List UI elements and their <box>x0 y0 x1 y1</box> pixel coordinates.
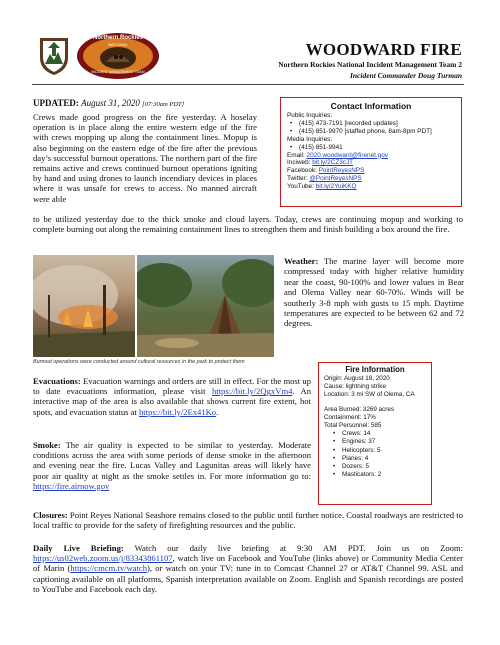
badge-mid-text: NATIONAL <box>108 42 128 47</box>
smoke-label: Smoke: <box>33 440 61 450</box>
zoom-link[interactable]: https://us02web.zoom.us/j/83343861107 <box>33 553 173 564</box>
fire-location: Location: 3 mi SW of Olema, CA <box>324 391 415 399</box>
facebook-row: Facebook: PointReyesNPS <box>287 167 365 175</box>
fire-containment: Containment: 17% <box>324 413 376 421</box>
airnow-link[interactable]: https://fire.airnow.gov <box>33 480 110 491</box>
inciweb-link[interactable]: bit.ly/2CZ3cJT <box>312 159 354 167</box>
twitter-link[interactable]: @PointReyesNPS <box>309 175 362 183</box>
public-inquiries-label: Public Inquiries: <box>287 112 333 119</box>
evacuations-section: Evacuations: Evacuation warnings and orders are still in effect. For the most up to date evacuations information, please visit https://bit.ly/2QgxVm4. An interactive map of the area is also available that shows current fire extent, hot spots, and evacuation status at https://bit.ly/2Ex41Ko. <box>33 376 311 417</box>
fire-resources-list <box>324 430 426 479</box>
badge-bottom-text: INCIDENT MANAGEMENT TEAM <box>91 70 145 74</box>
weather-section <box>284 256 464 329</box>
youtube-link[interactable]: bit.ly/2YuiKKQ <box>315 183 357 191</box>
email-link[interactable]: 2020.woodward@firenet.gov <box>306 151 388 159</box>
updated-time: [07:30am PDT] <box>142 101 185 108</box>
evacuations-label: Evacuations: <box>33 376 81 386</box>
closures-section: Closures: Point Reyes National Seashore remains closed to the public until further notice. Coastal roadways are restricted to local traffic to provide for the safety of firefighting resources and the public. <box>33 510 463 531</box>
weather-text: The marine layer will become more compressed today with higher relative humidity near the coast, 90-100% and lower values in Bear and Olema Valley near 60-70%. Winds will be southerly 3-8 mph with gusts to 15 mph. Daytime temperatures are expected to be between 62 and 72 degrees. <box>284 256 464 329</box>
resource-engines: • Engines: 37 <box>330 438 426 446</box>
evac-map-link[interactable]: https://bit.ly/2Ex41Ko <box>138 406 217 417</box>
fire-cause: Cause: lightning strike <box>324 383 386 391</box>
updated-date: August 31, 2020 <box>81 98 140 108</box>
youtube-row: YouTube: bit.ly/2YuiKKQ <box>287 183 357 191</box>
fire-area-burned: Area Burned: 3269 acres <box>324 405 395 413</box>
resource-planes: • Planes: 4 <box>330 455 426 463</box>
resource-helicopters: • Helicopters: 5 <box>330 447 426 455</box>
facebook-link[interactable]: PointReyesNPS <box>318 167 365 175</box>
media-phone-list <box>287 144 455 152</box>
evacuations-link[interactable]: https://bit.ly/2QgxVm4 <box>211 386 293 397</box>
resource-dozers: • Dozers: 5 <box>330 463 426 471</box>
briefing-section: Daily Live Briefing: Watch our daily live briefing at 9:30 AM PDT. Join us on Zoom: https://us02web.zoom.us/j/83343861107, watch live on Facebook and YouTube (links above) or Community Media Center of Marin (https://cmcm.tv/watch), or watch on your TV: tune in to Comcast Channel 27 or AT&T Channel 99. ASL and captioning available on all platforms, Spanish interpretation available on Zoom. English and Spanish recordings are posted to YouTube and Facebook each day. <box>33 543 463 594</box>
team-name: Northern Rockies National Incident Management Team 2 <box>278 60 462 69</box>
public-phone-2[interactable]: • (415) 851-9970 [staffed phone, 8am-8pm PDT] <box>287 128 455 136</box>
fire-info-title: Fire Information <box>345 365 405 374</box>
closures-label: Closures: <box>33 510 68 520</box>
briefing-label: Daily Live Briefing: <box>33 543 124 553</box>
burnout-photo-smoke <box>33 255 135 357</box>
twitter-row: Twitter: @PointReyesNPS <box>287 175 362 183</box>
badge-top-text: Northern Rockies <box>92 35 143 41</box>
public-phone-list <box>287 120 455 136</box>
burnout-photo-structure <box>137 255 274 357</box>
media-phone-1[interactable]: • (415) 851-9941 <box>287 144 455 152</box>
incident-commander: Incident Commander Doug Turman <box>349 71 462 80</box>
page-title: WOODWARD FIRE <box>305 40 462 59</box>
updated-line <box>33 98 184 108</box>
intro-paragraph-2: to be utilized yesterday due to the thick smoke and cloud layers. Today, crews are continuing mopup and working to complete burning out along the remaining containment lines to strengthen them and finish building a box around the fire. <box>33 214 463 235</box>
resource-crews: • Crews: 14 <box>330 430 426 438</box>
nps-arrowhead-logo <box>38 36 70 76</box>
media-inquiries-label: Media Inquiries: <box>287 135 333 143</box>
email-row: Email: 2020.woodward@firenet.gov <box>287 151 388 159</box>
fire-info-box <box>318 362 432 505</box>
fire-origin: Origin: August 18, 2020 <box>324 375 390 382</box>
header-divider <box>32 84 464 85</box>
weather-label: Weather: <box>284 256 319 266</box>
cmcm-link[interactable]: https://cmcm.tv/watch <box>70 563 148 574</box>
photo-caption: Burnout operations were conducted around cultural resources in the park to protect them <box>33 359 245 365</box>
contact-info-box <box>280 97 462 207</box>
inciweb-row: Inciweb: bit.ly/2CZ3cJT <box>287 159 354 167</box>
contact-title: Contact Information <box>330 101 412 111</box>
updated-label: UPDATED: <box>33 98 79 108</box>
fire-total-personnel: Total Personnel: 585 <box>324 422 382 430</box>
public-phone-1[interactable]: • (415) 473-7191 [recorded updates] <box>287 120 455 128</box>
intro-paragraph-1: Crews made good progress on the fire yesterday. A hoselay operation is in place along the entire western edge of the fire with crews mopping up along the containment lines. Mopup is also beginning on the eastern edge of the fire after the previous day’s successful burnout operations. The northern part of the fire remains active and crews continued burnout operations igniting by hand and using drones to launch incendiary devices in places where it was unsafe for crews to access. No manned aircraft were able <box>33 112 257 204</box>
resource-masticators: • Masticators: 2 <box>330 471 426 479</box>
smoke-section: Smoke: The air quality is expected to be similar to yesterday. Moderate conditions across the area with some periods of dense smoke in the afternoon and evening near the fire. Lucas Valley and Lagunitas areas will likely have poor air quality at night as the smoke settles in. For more information go to: https://fire.airnow.gov <box>33 440 311 491</box>
